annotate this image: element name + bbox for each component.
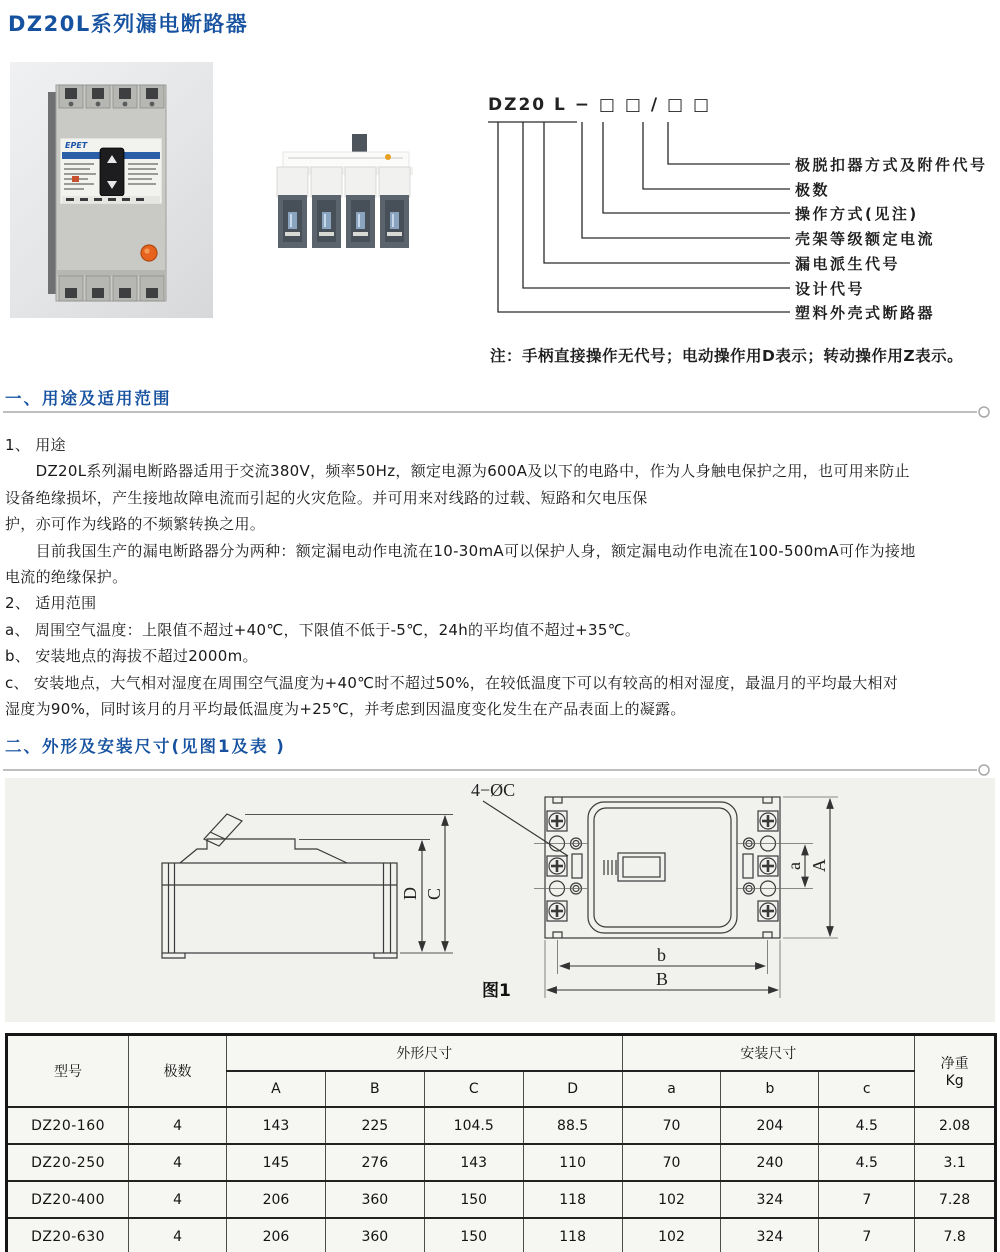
dim-label-B: B — [656, 969, 669, 989]
header-b: b — [721, 1071, 819, 1107]
table-row — [7, 1144, 996, 1181]
dimensions-table — [5, 1033, 997, 1252]
cell: 110 — [523, 1144, 622, 1181]
header-weight-label: 净重 — [940, 1056, 969, 1072]
page-title: DZ20L系列漏电断路器 — [8, 12, 249, 36]
model-code: DZ20 L − □ □ / □ □ — [488, 95, 712, 115]
header-D: D — [523, 1071, 622, 1107]
cell: 324 — [721, 1181, 819, 1218]
header-a: a — [622, 1071, 721, 1107]
breaker-front-illustration — [10, 62, 213, 318]
cell: 7.8 — [915, 1218, 996, 1252]
cell: 2.08 — [915, 1107, 996, 1144]
svg-text:EPET: EPET — [65, 141, 88, 150]
product-photo-front — [10, 62, 213, 318]
cell: 70 — [622, 1107, 721, 1144]
table-row — [7, 1218, 996, 1252]
figure1-drawing — [5, 778, 995, 1022]
header-outline-dims: 外形尺寸 — [227, 1035, 623, 1072]
header-A: A — [227, 1071, 326, 1107]
cell: 240 — [721, 1144, 819, 1181]
body-line: DZ20L系列漏电断路器适用于交流380V，频率50Hz，额定电源为600A及以下的电路中，作为人身触电保护之用，也可用来防止 — [5, 462, 910, 481]
body-line: 设备绝缘损坏，产生接地故障电流而引起的火灾危险。并可用来对线路的过载、短路和欠电压保 — [5, 488, 648, 507]
model-designation-diagram — [480, 95, 996, 333]
cell: 150 — [424, 1218, 523, 1252]
body-line: 目前我国生产的漏电断路器分为两种：额定漏电动作电流在10-30mA可以保护人身，额定漏电动作电流在100-500mA可作为接地 — [5, 541, 916, 560]
header-poles: 极数 — [129, 1035, 227, 1108]
test-button — [141, 245, 157, 261]
cell: 88.5 — [523, 1107, 622, 1144]
cell: 276 — [325, 1144, 424, 1181]
cell: 118 — [523, 1181, 622, 1218]
cell: 4.5 — [819, 1144, 915, 1181]
desig-label-design-code: 设计代号 — [795, 280, 866, 298]
dim-label-b: b — [657, 945, 666, 965]
cell: 7 — [819, 1218, 915, 1252]
cell: 4 — [129, 1107, 227, 1144]
body-line: 电流的绝缘保护。 — [5, 567, 128, 586]
body-line: a、 周围空气温度：上限值不超过+40℃，下限值不低于-5℃，24h的平均值不超过+35℃。 — [5, 620, 641, 639]
figure1-caption: 图1 — [482, 981, 511, 1001]
desig-label-trip-unit: 极脱扣器方式及附件代号 — [795, 156, 988, 174]
cell: 150 — [424, 1181, 523, 1218]
cell: 360 — [325, 1218, 424, 1252]
header-model: 型号 — [7, 1035, 129, 1108]
cell: 102 — [622, 1181, 721, 1218]
cell: 143 — [424, 1144, 523, 1181]
section1-divider — [3, 405, 995, 419]
cell-model: DZ20-630 — [7, 1218, 129, 1252]
section2-divider — [3, 763, 995, 777]
cell: 7.28 — [915, 1181, 996, 1218]
desig-label-mccb: 塑料外壳式断路器 — [795, 304, 936, 322]
cell: 4.5 — [819, 1107, 915, 1144]
header-c: c — [819, 1071, 915, 1107]
header-mounting-dims: 安装尺寸 — [622, 1035, 915, 1072]
desig-label-poles: 极数 — [795, 181, 831, 199]
desig-label-frame-current: 壳架等级额定电流 — [795, 230, 936, 248]
cell: 7 — [819, 1181, 915, 1218]
cell: 204 — [721, 1107, 819, 1144]
body-line: 湿度为90%，同时该月的月平均最低温度为+25℃，并考虑到因温度变化发生在产品表面上的凝露。 — [5, 699, 686, 718]
body-line: 1、 用途 — [5, 436, 66, 454]
cell: 104.5 — [424, 1107, 523, 1144]
table-row — [7, 1107, 996, 1144]
body-line: c、 安装地点，大气相对湿度在周围空气温度为+40℃时不超过50%，在较低温度下可以有较高的相对湿度，最温月的平均最大相对 — [5, 673, 899, 692]
cell: 145 — [227, 1144, 326, 1181]
section1-body — [5, 432, 995, 722]
cell: 4 — [129, 1144, 227, 1181]
dim-label-A: A — [809, 859, 829, 872]
table-row — [7, 1181, 996, 1218]
section2-heading: 二、外形及安装尺寸(见图1及表 ) — [5, 737, 286, 756]
cell: 70 — [622, 1144, 721, 1181]
header-C: C — [424, 1071, 523, 1107]
figure1-panel — [5, 778, 995, 1022]
cell-model: DZ20-160 — [7, 1107, 129, 1144]
section1-heading: 一、用途及适用范围 — [5, 389, 172, 408]
body-line: 护，亦可作为线路的不频繁转换之用。 — [5, 515, 266, 534]
dim-label-D: D — [400, 887, 420, 900]
dim-label-C: C — [424, 887, 444, 900]
product-photo-terminals — [255, 108, 425, 260]
cell: 324 — [721, 1218, 819, 1252]
body-line: b、 安装地点的海拔不超过2000m。 — [5, 647, 258, 666]
header-B: B — [325, 1071, 424, 1107]
cell: 118 — [523, 1218, 622, 1252]
cell: 102 — [622, 1218, 721, 1252]
desig-label-operation: 操作方式(见注) — [795, 205, 919, 223]
cell: 4 — [129, 1181, 227, 1218]
breaker-terminal-illustration — [255, 108, 425, 260]
cell: 143 — [227, 1107, 326, 1144]
header-weight-unit: Kg — [945, 1073, 964, 1089]
hole-count-label: 4−ØC — [471, 780, 516, 800]
cell: 3.1 — [915, 1144, 996, 1181]
cell: 206 — [227, 1181, 326, 1218]
cell-model: DZ20-400 — [7, 1181, 129, 1218]
cell-model: DZ20-250 — [7, 1144, 129, 1181]
cell: 360 — [325, 1181, 424, 1218]
cell: 225 — [325, 1107, 424, 1144]
header-weight — [915, 1035, 996, 1108]
cell: 4 — [129, 1218, 227, 1252]
dim-label-a: a — [784, 862, 804, 870]
desig-label-leakage-code: 漏电派生代号 — [795, 255, 901, 273]
cell: 206 — [227, 1218, 326, 1252]
body-line: 2、 适用范围 — [5, 594, 97, 613]
operation-note: 注：手柄直接操作无代号；电动操作用D表示；转动操作用Z表示。 — [490, 347, 964, 365]
